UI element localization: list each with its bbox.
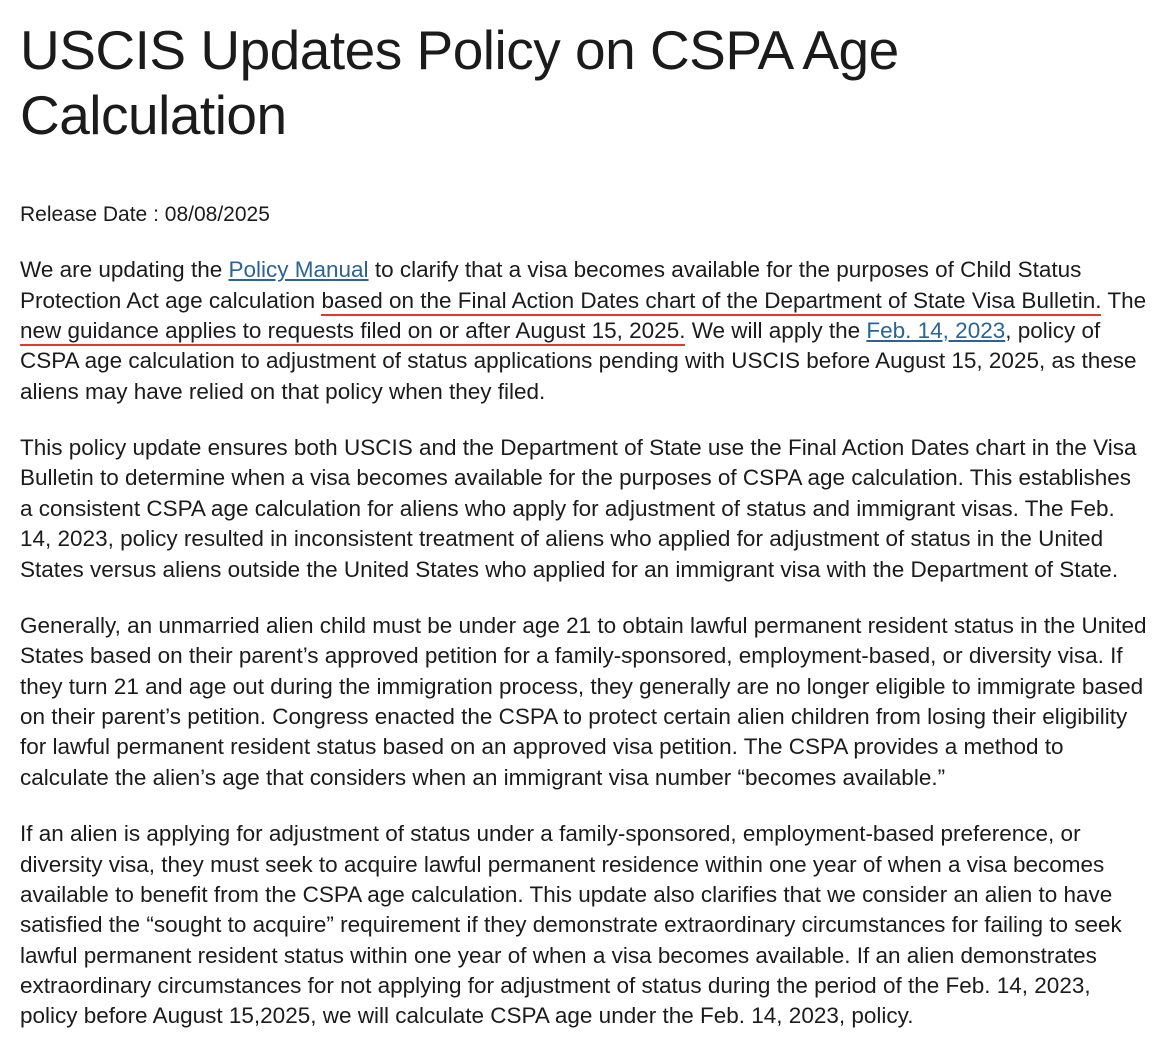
p1-text-seg2: to clarify that a visa becomes available for the purposes of Child Status Protection Act age calculation: [20, 257, 1082, 313]
p1-text-seg1: We are updating the: [20, 257, 229, 283]
highlight-final-action-dates: based on the Final Action Dates chart of the Department of State Visa Bulletin.: [321, 288, 1101, 316]
p1-text-seg5: , policy of CSPA age calculation to adjustment of status applications pending with USCIS before August 15, 2025, as these aliens may have relied on that policy when they filed.: [20, 317, 1137, 404]
highlight-new-guidance-date: new guidance applies to requests filed on or after August 15, 2025.: [20, 318, 685, 346]
page-title: USCIS Updates Policy on CSPA Age Calculation: [20, 19, 899, 146]
p1-text-seg3: The: [1101, 287, 1147, 313]
release-date-line: [20, 200, 1147, 229]
p1-text-seg4: We will apply the: [685, 317, 867, 343]
paragraph-3: Generally, an unmarried alien child must be under age 21 to obtain lawful permanent resident status in the United States based on their parent’s approved petition for a family-sponsored, employment-based, or diversity visa. If they turn 21 and age out during the immigration process, they generally are no longer eligible to immigrate based on their parent’s petition. Congress enacted the CSPA to protect certain alien children from losing their eligibility for lawful permanent resident status based on an approved visa petition. The CSPA provides a method to calculate the alien’s age that considers when an immigrant visa number “becomes available.”: [20, 612, 1147, 790]
release-date-label: Release Date :: [20, 202, 159, 226]
policy-manual-link[interactable]: Policy Manual: [228, 257, 369, 283]
paragraph-2: This policy update ensures both USCIS and the Department of State use the Final Action Dates chart in the Visa Bulletin to determine when a visa becomes available for the purposes of CSPA age calculation. This establishes a consistent CSPA age calculation for aliens who apply for adjustment of status and immigrant visas. The Feb. 14, 2023, policy resulted in inconsistent treatment of aliens who applied for adjustment of status in the United States versus aliens outside the United States who applied for an immigrant visa with the Department of State.: [20, 435, 1137, 582]
feb-14-2023-link[interactable]: Feb. 14, 2023: [866, 317, 1006, 343]
release-date-value: 08/08/2025: [164, 202, 270, 226]
paragraph-4: If an alien is applying for adjustment of status under a family-sponsored, employment-based preference, or diversity visa, they must seek to acquire lawful permanent residence within one year of when a visa becomes available to benefit from the CSPA age calculation. This update also clarifies that we consider an alien to have satisfied the “sought to acquire” requirement if they demonstrate extraordinary circumstances for failing to seek lawful permanent resident status within one year of when a visa becomes available. If an alien demonstrates extraordinary circumstances for not applying for adjustment of status during the period of the Feb. 14, 2023, policy before August 15,2025, we will calculate CSPA age under the Feb. 14, 2023, policy.: [20, 821, 1122, 1029]
paragraph-1: [20, 255, 1147, 407]
